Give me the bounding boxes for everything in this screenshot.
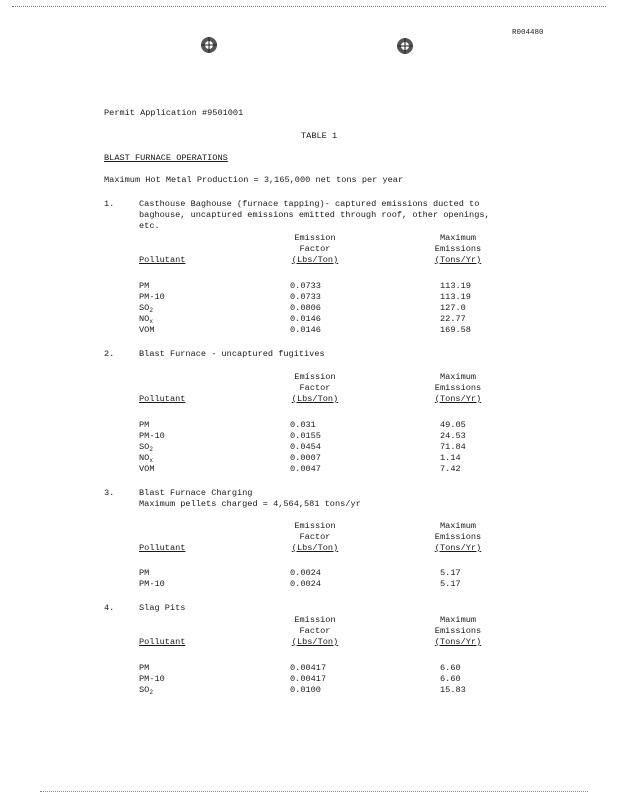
pollutant-cell: $SO_2$ [139,303,153,314]
max-emissions-cell: 6.60 [440,674,461,684]
emission-factor-header: Emission [294,372,336,382]
pollutant-cell: PM-10 [139,292,165,302]
subscript: x [149,318,153,325]
pollutant-cell: VOM [139,464,155,474]
emission-factor-cell: 0.0806 [290,303,321,313]
max-emissions-cell: 24.53 [440,431,466,441]
max-emissions-header: Maximum [439,521,477,531]
emission-factor-cell: 0.0024 [290,568,321,578]
emission-factor-cell: 0.0454 [290,442,321,452]
max-emissions-cell: 113.19 [440,281,471,291]
max-emissions-header: Emissions [434,244,482,254]
max-emissions-header: Maximum [439,372,477,382]
section-heading-line: etc. [139,221,160,231]
emission-factor-header: (Lbs/Ton) [291,255,339,265]
section-heading-line: Blast Furnace - uncaptured fugitives [139,349,325,359]
emission-factor-header: Factor [299,626,331,636]
max-emissions-cell: 127.0 [440,303,466,313]
emission-factor-cell: 0.0146 [290,314,321,324]
emission-factor-cell: 0.0733 [290,281,321,291]
section-number: 4. [104,603,115,613]
section-number: 3. [104,488,115,498]
subscript: 2 [149,446,153,453]
permit-application-line: Permit Application #9501001 [104,108,244,118]
emission-factor-header: (Lbs/Ton) [291,637,339,647]
bottom-scan-edge [40,791,588,792]
emission-factor-header: (Lbs/Ton) [291,394,339,404]
pollutant-cell: $SO_2$ [139,685,153,696]
subscript: 2 [149,689,153,696]
emission-factor-header: Factor [299,383,331,393]
emission-factor-header: Factor [299,532,331,542]
section-number: 2. [104,349,115,359]
pollutant-header: Pollutant [139,255,186,265]
emission-factor-cell: 0.0100 [290,685,321,695]
pollutant-cell: PM [139,568,150,578]
emission-factor-header: (Lbs/Ton) [291,543,339,553]
max-emissions-header: (Tons/Yr) [434,255,482,265]
pollutant-header: Pollutant [139,394,186,404]
max-emissions-header: Maximum [439,233,477,243]
max-emissions-header: (Tons/Yr) [434,543,482,553]
table-title: TABLE 1 [301,131,338,141]
pollutant-cell: VOM [139,325,155,335]
pollutant-cell: PM [139,281,150,291]
section-number: 1. [104,199,115,209]
max-emissions-header: Emissions [434,626,482,636]
pollutant-cell: $SO_2$ [139,442,153,453]
emission-factor-cell: 0.0024 [290,579,321,589]
pollutant-header: Pollutant [139,543,186,553]
emission-factor-header: Factor [299,244,331,254]
pollutant-cell: PM [139,420,150,430]
max-emissions-header: (Tons/Yr) [434,394,482,404]
max-emissions-cell: 7.42 [440,464,461,474]
subscript: x [149,457,153,464]
pollutant-cell: PM-10 [139,674,165,684]
max-emissions-cell: 15.83 [440,685,466,695]
pollutant-cell: PM-10 [139,431,165,441]
emission-factor-cell: 0.0146 [290,325,321,335]
emission-factor-header: Emission [294,233,336,243]
document-id: R004480 [512,29,544,37]
pollutant-cell: $NO_x$ [139,314,153,325]
punch-hole-icon [198,34,220,56]
max-production-line: Maximum Hot Metal Production = 3,165,000 net tons per year [104,175,404,185]
max-emissions-cell: 5.17 [440,568,461,578]
max-emissions-header: (Tons/Yr) [434,637,482,647]
max-emissions-header: Emissions [434,383,482,393]
section-heading-line: baghouse, uncaptured emissions emitted through roof, other openings, [139,210,490,220]
max-emissions-cell: 49.05 [440,420,466,430]
section-heading-line: Casthouse Baghouse (furnace tapping)- captured emissions ducted to [139,199,480,209]
punch-hole-icon [394,35,416,57]
emission-factor-cell: 0.0047 [290,464,321,474]
max-emissions-cell: 6.60 [440,663,461,673]
top-scan-edge [12,6,606,7]
emission-factor-cell: 0.0733 [290,292,321,302]
max-emissions-cell: 169.58 [440,325,471,335]
pollutant-cell: $NO_x$ [139,453,153,464]
section-heading-line: Maximum pellets charged = 4,564,581 tons/yr [139,499,361,509]
subscript: 2 [149,307,153,314]
pollutant-header: Pollutant [139,637,186,647]
max-emissions-cell: 113.19 [440,292,471,302]
max-emissions-cell: 1.14 [440,453,461,463]
emission-factor-header: Emission [294,615,336,625]
max-emissions-cell: 22.77 [440,314,466,324]
pollutant-cell: PM [139,663,150,673]
section-heading-line: Blast Furnace Charging [139,488,253,498]
section-title: BLAST FURNACE OPERATIONS [104,153,228,163]
section-heading-line: Slag Pits [139,603,186,613]
emission-factor-cell: 0.00417 [290,674,327,684]
emission-factor-header: Emission [294,521,336,531]
pollutant-cell: PM-10 [139,579,165,589]
emission-factor-cell: 0.0007 [290,453,321,463]
max-emissions-cell: 71.84 [440,442,466,452]
emission-factor-cell: 0.031 [290,420,316,430]
max-emissions-header: Maximum [439,615,477,625]
max-emissions-cell: 5.17 [440,579,461,589]
emission-factor-cell: 0.0155 [290,431,321,441]
max-emissions-header: Emissions [434,532,482,542]
emission-factor-cell: 0.00417 [290,663,327,673]
